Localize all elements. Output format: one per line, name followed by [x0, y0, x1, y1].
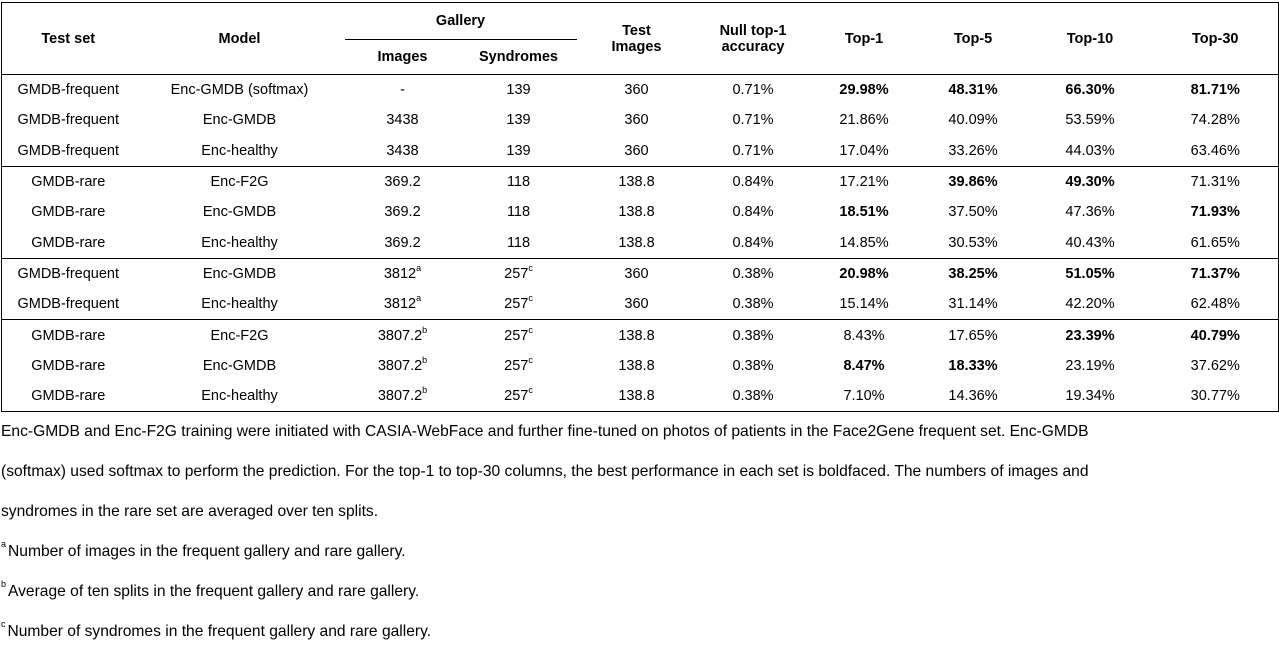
header-syndromes: Syndromes [461, 40, 577, 75]
cell-model: Enc-GMDB [202, 357, 277, 374]
cell-top30: 63.46% [1190, 142, 1240, 159]
table-row [2, 381, 1279, 412]
cell-model: Enc-healthy [201, 142, 278, 159]
cell-images: 3812$^a$ [383, 263, 422, 282]
cell-top5: 14.36% [948, 388, 998, 405]
footnote-b: $^b$ Average of ten splits in the frequent gallery and rare gallery. [1, 578, 420, 600]
cell-test-set: GMDB-frequent [17, 142, 120, 159]
cell-null-acc: 0.38% [732, 265, 774, 282]
header-test-set: Test set [41, 30, 96, 47]
header-top30: Top-30 [1192, 30, 1239, 47]
cell-syndromes: 139 [506, 142, 531, 159]
cell-top5: 39.86% [948, 174, 998, 191]
footnote-mark: a [416, 263, 422, 274]
cell-top10: 19.34% [1065, 388, 1115, 405]
cell-images: 369.2 [384, 204, 421, 221]
header-images: Images [345, 40, 461, 75]
cell-images: 3812$^a$ [383, 293, 422, 313]
table-row [2, 105, 1279, 135]
cell-test-images: 138.8 [618, 388, 655, 405]
footnote-mark: c [528, 293, 533, 304]
table-row [2, 258, 1279, 289]
cell-test-set: GMDB-rare [31, 174, 106, 191]
cell-top10: 42.20% [1065, 296, 1115, 313]
cell-top1: 17.21% [839, 174, 889, 191]
cell-syndromes: 118 [506, 174, 531, 191]
table-row [2, 197, 1279, 227]
cell-test-images: 138.8 [618, 234, 655, 251]
table-row [2, 320, 1279, 351]
cell-null-acc: 0.38% [732, 357, 774, 374]
cell-model: Enc-healthy [201, 234, 278, 251]
cell-top5: 30.53% [948, 234, 998, 251]
cell-top30: 71.31% [1190, 174, 1240, 191]
cell-top10: 44.03% [1065, 142, 1115, 159]
cell-syndromes: 118 [506, 234, 531, 251]
cell-syndromes: 257$^c$ [504, 324, 533, 344]
header-gallery: Gallery [435, 13, 486, 29]
cell-test-set: GMDB-rare [31, 357, 106, 374]
cell-test-set: GMDB-frequent [17, 265, 120, 282]
table-row [2, 136, 1279, 167]
cell-top5: 33.26% [948, 142, 998, 159]
header-top10: Top-10 [1066, 30, 1114, 47]
caption-line-1: Enc-GMDB and Enc-F2G training were initiated with CASIA-WebFace and further fine-tuned on photos of patients in the Face2Gene frequent set. Enc-GMDB [1, 423, 1089, 440]
cell-top5: 18.33% [948, 357, 998, 374]
cell-test-set: GMDB-rare [31, 327, 106, 344]
cell-top30: 37.62% [1190, 357, 1240, 374]
cell-top10: 49.30% [1065, 174, 1115, 191]
footnote-mark: c [528, 354, 533, 365]
cell-top30: 30.77% [1190, 388, 1240, 405]
cell-model: Enc-GMDB [202, 265, 277, 282]
cell-test-images: 138.8 [618, 357, 655, 374]
cell-top30: 81.71% [1190, 82, 1240, 99]
cell-model: Enc-F2G [210, 174, 269, 191]
cell-model: Enc-F2G [210, 327, 269, 344]
cell-test-set: GMDB-rare [31, 388, 106, 405]
cell-top30: 40.79% [1190, 327, 1240, 344]
cell-test-images: 138.8 [618, 204, 655, 221]
footnote-mark: c [528, 385, 533, 396]
cell-top1: 20.98% [839, 265, 889, 282]
row-group [2, 75, 1279, 167]
table-row [2, 351, 1279, 381]
cell-test-images: 360 [624, 296, 649, 313]
cell-test-images: 138.8 [618, 174, 655, 191]
table-header [2, 3, 1279, 75]
cell-top10: 23.39% [1065, 327, 1115, 344]
cell-top1: 17.04% [839, 142, 889, 159]
cell-null-acc: 0.84% [732, 174, 774, 191]
cell-syndromes: 139 [506, 112, 531, 129]
caption-line-2: (softmax) used softmax to perform the prediction. For the top-1 to top-30 columns, the best performance in each set is boldfaced. The numbers of images and [1, 463, 1089, 480]
footnote-mark: b [422, 385, 428, 396]
header-null-accuracy: Null top-1 accuracy [719, 22, 787, 55]
table-row [2, 166, 1279, 197]
cell-top1: 18.51% [839, 204, 889, 221]
header-top5: Top-5 [953, 30, 993, 47]
cell-top1: 8.43% [843, 327, 885, 344]
cell-top1: 7.10% [843, 388, 885, 405]
cell-top30: 71.37% [1190, 265, 1240, 282]
cell-null-acc: 0.71% [732, 142, 774, 159]
row-group [2, 166, 1279, 258]
cell-model: Enc-GMDB (softmax) [170, 82, 309, 99]
cell-top5: 48.31% [948, 82, 998, 99]
cell-images: 3807.2$^b$ [377, 354, 428, 374]
cell-top5: 37.50% [948, 204, 998, 221]
cell-top5: 38.25% [948, 265, 998, 282]
cell-top1: 14.85% [839, 234, 889, 251]
header-top1: Top-1 [844, 30, 884, 47]
row-group [2, 258, 1279, 320]
cell-test-set: GMDB-frequent [17, 296, 120, 313]
cell-test-images: 360 [624, 142, 649, 159]
cell-model: Enc-healthy [201, 388, 278, 405]
cell-syndromes: 257$^c$ [504, 354, 533, 374]
cell-model: Enc-healthy [201, 296, 278, 313]
caption-line-3: syndromes in the rare set are averaged over ten splits. [1, 503, 379, 520]
cell-top30: 71.93% [1190, 204, 1240, 221]
cell-images: 3807.2$^b$ [377, 324, 428, 344]
cell-syndromes: 257$^c$ [504, 293, 533, 313]
cell-model: Enc-GMDB [202, 204, 277, 221]
cell-syndromes: 257$^c$ [504, 263, 533, 282]
cell-images: - [400, 82, 405, 99]
cell-test-images: 138.8 [618, 327, 655, 344]
row-group [2, 320, 1279, 412]
cell-model: Enc-GMDB [202, 112, 277, 129]
cell-top1: 15.14% [839, 296, 889, 313]
cell-test-set: GMDB-rare [31, 234, 106, 251]
header-model: Model [218, 30, 261, 47]
cell-top1: 29.98% [839, 82, 889, 99]
cell-test-set: GMDB-frequent [17, 112, 120, 129]
cell-top10: 53.59% [1065, 112, 1115, 129]
cell-top10: 51.05% [1065, 265, 1115, 282]
cell-images: 3438 [386, 112, 419, 129]
footnote-mark: b [422, 324, 428, 335]
cell-images: 3438 [386, 142, 419, 159]
cell-top5: 17.65% [948, 327, 998, 344]
cell-top30: 62.48% [1190, 296, 1240, 313]
cell-top10: 66.30% [1065, 82, 1115, 99]
cell-null-acc: 0.38% [732, 388, 774, 405]
cell-syndromes: 257$^c$ [504, 385, 533, 405]
cell-test-images: 360 [624, 82, 649, 99]
cell-top5: 40.09% [948, 112, 998, 129]
table-notes [1, 412, 1277, 652]
footnote-a: $^a$ Number of images in the frequent gallery and rare gallery. [1, 538, 406, 560]
table-row [2, 75, 1279, 106]
cell-top1: 8.47% [843, 357, 885, 374]
cell-images: 3807.2$^b$ [377, 385, 428, 405]
table-row [2, 227, 1279, 258]
table-row [2, 289, 1279, 320]
footnote-mark: b [422, 354, 428, 365]
cell-test-images: 360 [624, 112, 649, 129]
results-table [1, 2, 1279, 412]
cell-top10: 23.19% [1065, 357, 1115, 374]
cell-null-acc: 0.71% [732, 112, 774, 129]
cell-null-acc: 0.84% [732, 234, 774, 251]
cell-null-acc: 0.38% [732, 327, 774, 344]
cell-null-acc: 0.71% [732, 82, 774, 99]
cell-top30: 74.28% [1190, 112, 1240, 129]
cell-test-images: 360 [624, 265, 649, 282]
cell-top1: 21.86% [839, 112, 889, 129]
cell-top10: 40.43% [1065, 234, 1115, 251]
cell-top30: 61.65% [1190, 234, 1240, 251]
cell-top10: 47.36% [1065, 204, 1115, 221]
header-test-images: Test Images [611, 22, 662, 55]
footnote-mark: a [416, 293, 422, 304]
footnote-mark: c [528, 324, 533, 335]
cell-test-set: GMDB-frequent [17, 82, 120, 99]
cell-syndromes: 118 [506, 204, 531, 221]
footnote-mark: c [528, 263, 533, 274]
cell-images: 369.2 [384, 234, 421, 251]
cell-top5: 31.14% [948, 296, 998, 313]
cell-null-acc: 0.84% [732, 204, 774, 221]
cell-test-set: GMDB-rare [31, 204, 106, 221]
cell-syndromes: 139 [506, 82, 531, 99]
cell-images: 369.2 [384, 174, 421, 191]
cell-null-acc: 0.38% [732, 296, 774, 313]
footnote-c: $^c$ Number of syndromes in the frequent gallery and rare gallery. [1, 618, 432, 640]
